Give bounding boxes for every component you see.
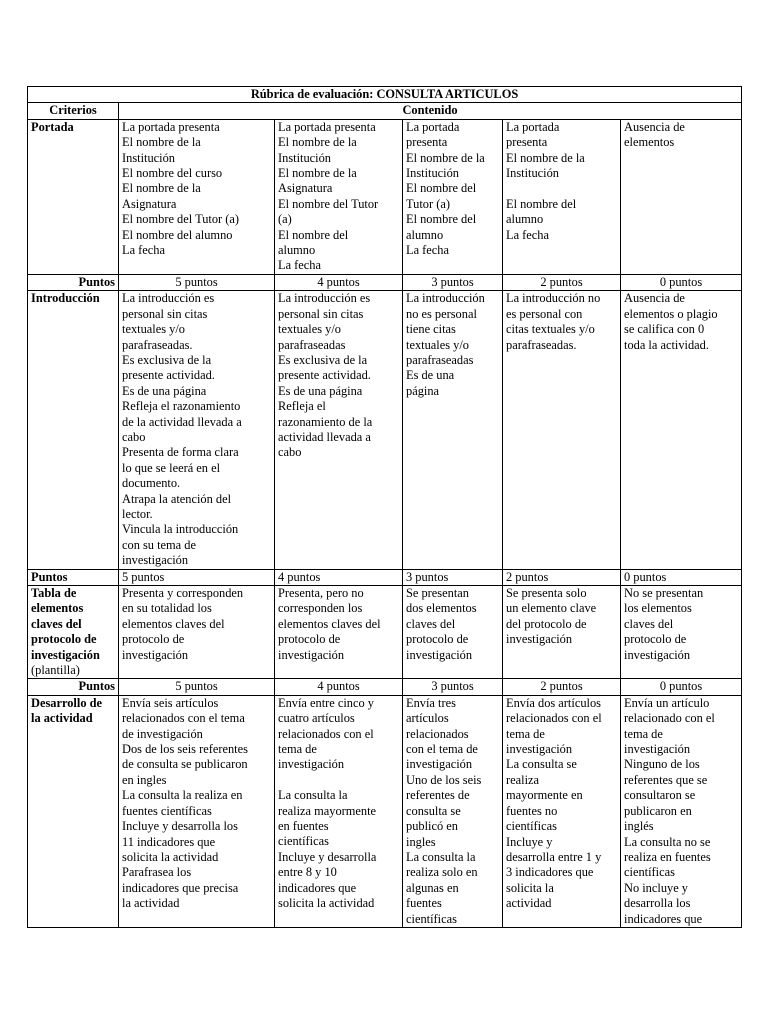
cell-line: parafraseadas. <box>506 337 577 352</box>
cell-line: Desarrollo de <box>31 695 103 710</box>
points-value: 3 puntos <box>403 679 503 695</box>
cell-line: elementos o plagio <box>624 306 718 321</box>
points-value: 4 puntos <box>275 679 403 695</box>
cell-line: desarrolla los <box>624 896 691 911</box>
cell-line: Incluye y <box>506 834 553 849</box>
points-value: 0 puntos <box>621 569 742 585</box>
cell-line: El nombre de la <box>278 166 357 181</box>
cell-line: de consulta se publicaron <box>122 757 248 772</box>
cell-line: realiza <box>506 772 540 787</box>
cell-line: Presenta de forma clara <box>122 445 239 460</box>
cell-line: investigación <box>406 757 473 772</box>
cell-line: Envía seis artículos <box>122 695 219 710</box>
cell-line: lector. <box>122 506 153 521</box>
cell-line: (a) <box>278 212 292 227</box>
cell-line: investigación <box>406 647 473 662</box>
level-cell <box>275 695 403 927</box>
cell-line: solicita la actividad <box>278 896 375 911</box>
cell-line: protocolo de <box>406 632 469 647</box>
cell-line: La consulta no se <box>624 834 711 849</box>
cell-line: protocolo de <box>624 632 687 647</box>
criterion-row <box>28 586 742 679</box>
cell-line: consulta se <box>406 803 461 818</box>
cell-line: Asignatura <box>278 181 333 196</box>
cell-line: Ausencia de <box>624 291 685 306</box>
cell-line <box>278 773 399 788</box>
cell-line: investigación <box>278 757 345 772</box>
cell-line: alumno <box>506 212 544 227</box>
points-value: 0 puntos <box>621 679 742 695</box>
criterion-label: Portada <box>31 119 74 134</box>
cell-line: El nombre del <box>278 227 349 242</box>
cell-line: realiza en fuentes <box>624 849 711 864</box>
points-label: Puntos <box>28 569 119 585</box>
cell-line: toda la actividad. <box>624 337 709 352</box>
points-value: 0 puntos <box>621 274 742 290</box>
cell-line: La introducción <box>406 291 485 306</box>
cell-line: indicadores que <box>278 880 357 895</box>
cell-line: 3 indicadores que <box>506 865 594 880</box>
cell-line: Es de una página <box>278 383 363 398</box>
cell-line: investigación <box>122 647 189 662</box>
cell-line: elementos <box>624 135 675 150</box>
level-cell <box>119 119 275 274</box>
points-label: Puntos <box>28 679 119 695</box>
cell-line: El nombre del <box>406 181 477 196</box>
points-value: 5 puntos <box>119 569 275 585</box>
cell-line: presenta <box>506 135 548 150</box>
cell-line: El nombre de la <box>122 135 201 150</box>
cell-line: El nombre del alumno <box>122 227 233 242</box>
cell-line: investigación <box>506 742 573 757</box>
header-criterios: Criterios <box>28 103 119 119</box>
cell-line: actividad <box>506 896 552 911</box>
cell-line: con el tema de <box>406 742 478 757</box>
cell-line: Ninguno de los <box>624 757 700 772</box>
cell-line: consultaron se <box>624 788 696 803</box>
cell-line: mayormente en <box>506 788 583 803</box>
cell-line: científicas <box>406 911 457 926</box>
cell-line: La consulta la realiza en <box>122 788 243 803</box>
cell-line: investigación <box>278 647 345 662</box>
cell-line: realiza mayormente <box>278 803 377 818</box>
cell-line: El nombre del curso <box>122 166 223 181</box>
level-cell <box>503 695 621 927</box>
header-contenido: Contenido <box>119 103 742 119</box>
points-value: 2 puntos <box>503 679 621 695</box>
cell-line: del protocolo de <box>506 616 587 631</box>
cell-line: textuales y/o <box>278 322 341 337</box>
cell-line: El nombre de la <box>278 135 357 150</box>
cell-line: Vincula la introducción <box>122 522 239 537</box>
rubric-table <box>27 86 742 928</box>
cell-line: ingles <box>406 834 436 849</box>
cell-line: citas textuales y/o <box>506 322 595 337</box>
cell-line: elementos <box>31 601 84 616</box>
cell-line: corresponden los <box>278 601 363 616</box>
points-value: 4 puntos <box>275 569 403 585</box>
cell-line: protocolo de <box>278 632 341 647</box>
level-cell <box>403 119 503 274</box>
cell-line: razonamiento de la <box>278 414 373 429</box>
cell-line: en su totalidad los <box>122 601 212 616</box>
cell-line: relacionados con el <box>278 726 374 741</box>
criterion-row <box>28 119 742 274</box>
points-value: 2 puntos <box>503 274 621 290</box>
cell-line: claves del <box>624 616 674 631</box>
cell-line: El nombre de la <box>406 150 485 165</box>
cell-line: cabo <box>278 445 302 460</box>
points-value: 5 puntos <box>119 274 275 290</box>
cell-line: indicadores que precisa <box>122 880 239 895</box>
cell-line: protocolo de <box>31 632 97 647</box>
cell-line: Ausencia de <box>624 119 685 134</box>
cell-line: La portada <box>406 119 460 134</box>
cell-line: La introducción es <box>122 291 215 306</box>
cell-line: presenta <box>406 135 448 150</box>
cell-line: indicadores que <box>624 911 703 926</box>
cell-line: parafraseadas <box>278 337 346 352</box>
cell-line: publicó en <box>406 819 458 834</box>
cell-line: fuentes no <box>506 803 558 818</box>
cell-line: en fuentes <box>278 819 329 834</box>
cell-line: no es personal <box>406 306 477 321</box>
cell-line: alumno <box>278 243 316 258</box>
cell-line: artículos <box>406 711 449 726</box>
cell-line: solicita la actividad <box>122 849 219 864</box>
criterion-label: Introducción <box>31 291 100 306</box>
cell-line: El nombre del Tutor (a) <box>122 212 240 227</box>
cell-line: elementos claves del <box>122 616 225 631</box>
cell-line: tiene citas <box>406 322 456 337</box>
level-cell <box>275 291 403 569</box>
cell-line: Dos de los seis referentes <box>122 742 248 757</box>
cell-line: se califica con 0 <box>624 322 705 337</box>
level-cell <box>621 586 742 679</box>
cell-line: Institución <box>406 166 459 181</box>
cell-line: Refleja el razonamiento <box>122 399 241 414</box>
cell-line: Se presentan <box>406 586 469 600</box>
cell-line: 11 indicadores que <box>122 834 216 849</box>
criterion-note: (plantilla) <box>31 663 80 678</box>
cell-line: presente actividad. <box>122 368 215 383</box>
cell-line: Se presenta solo <box>506 586 587 600</box>
cell-line: Refleja el <box>278 399 326 414</box>
cell-line <box>506 181 617 196</box>
cell-line: Incluye y desarrolla <box>278 849 377 864</box>
cell-line: Envía un artículo <box>624 695 710 710</box>
criterion-cell <box>28 695 119 927</box>
points-value: 3 puntos <box>403 274 503 290</box>
level-cell <box>621 291 742 569</box>
cell-line: dos elementos <box>406 601 477 616</box>
cell-line: La fecha <box>406 243 449 258</box>
level-cell <box>403 291 503 569</box>
cell-line: textuales y/o <box>406 337 469 352</box>
cell-line: La introducción no <box>506 291 601 306</box>
cell-line: referentes que se <box>624 772 708 787</box>
cell-line: Envía dos artículos <box>506 695 601 710</box>
cell-line: Es exclusiva de la <box>122 352 212 367</box>
points-row <box>28 569 742 585</box>
level-cell <box>119 586 275 679</box>
cell-line: La consulta la <box>278 788 348 803</box>
cell-line: cuatro artículos <box>278 711 355 726</box>
points-row <box>28 274 742 290</box>
level-cell <box>403 586 503 679</box>
cell-line: Tutor (a) <box>406 196 450 211</box>
cell-line: Uno de los seis <box>406 772 482 787</box>
points-value: 3 puntos <box>403 569 503 585</box>
document-page <box>27 86 741 928</box>
cell-line: elementos claves del <box>278 616 381 631</box>
cell-line: documento. <box>122 476 181 491</box>
level-cell <box>621 119 742 274</box>
cell-line: de la actividad llevada a <box>122 414 242 429</box>
level-cell <box>275 586 403 679</box>
cell-line: referentes de <box>406 788 470 803</box>
points-value: 2 puntos <box>503 569 621 585</box>
cell-line: La portada <box>506 119 560 134</box>
points-value: 5 puntos <box>119 679 275 695</box>
cell-line: en ingles <box>122 772 167 787</box>
cell-line: investigación <box>624 647 691 662</box>
cell-line: alumno <box>406 227 444 242</box>
cell-line: relacionados con el <box>506 711 602 726</box>
cell-line: actividad llevada a <box>278 429 371 444</box>
cell-line: Institución <box>506 166 559 181</box>
cell-line: La consulta la <box>406 849 476 864</box>
cell-line: Parafrasea los <box>122 865 192 880</box>
cell-line: El nombre del Tutor <box>278 196 379 211</box>
points-value: 4 puntos <box>275 274 403 290</box>
cell-line: textuales y/o <box>122 322 185 337</box>
cell-line: desarrolla entre 1 y <box>506 849 602 864</box>
points-row <box>28 679 742 695</box>
cell-line: El nombre del <box>506 196 577 211</box>
cell-line: presente actividad. <box>278 368 371 383</box>
cell-line: publicaron en <box>624 803 692 818</box>
cell-line: tema de <box>506 726 545 741</box>
level-cell <box>503 291 621 569</box>
cell-line: Es de una página <box>122 383 207 398</box>
cell-line: investigación <box>122 553 189 568</box>
cell-line: La portada presenta <box>122 119 220 134</box>
cell-line: algunas en <box>406 880 459 895</box>
cell-line: solicita la <box>506 880 554 895</box>
cell-line: Presenta y corresponden <box>122 586 244 600</box>
cell-line: lo que se leerá en el <box>122 460 221 475</box>
cell-line: personal sin citas <box>278 306 364 321</box>
cell-line: La fecha <box>506 227 549 242</box>
cell-line: Institución <box>122 150 175 165</box>
cell-line: fuentes científicas <box>122 803 212 818</box>
level-cell <box>119 291 275 569</box>
cell-line: La fecha <box>122 243 165 258</box>
cell-line: es personal con <box>506 306 583 321</box>
criterion-row <box>28 695 742 927</box>
criterion-cell <box>28 119 119 274</box>
cell-line: La portada presenta <box>278 119 376 134</box>
cell-line: Envía tres <box>406 695 456 710</box>
cell-line: No se presentan <box>624 586 704 600</box>
cell-line: protocolo de <box>122 632 185 647</box>
cell-line: los elementos <box>624 601 692 616</box>
cell-line: investigación <box>624 742 691 757</box>
cell-line: parafraseadas <box>406 352 474 367</box>
header-row <box>28 103 742 119</box>
cell-line: cabo <box>122 429 146 444</box>
cell-line: Presenta, pero no <box>278 586 364 600</box>
cell-line: la actividad <box>122 896 180 911</box>
cell-line: El nombre de la <box>122 181 201 196</box>
cell-line: relacionados con el tema <box>122 711 245 726</box>
cell-line: Envía entre cinco y <box>278 695 374 710</box>
level-cell <box>119 695 275 927</box>
cell-line: fuentes <box>406 896 442 911</box>
cell-line: No incluye y <box>624 880 689 895</box>
cell-line: La fecha <box>278 258 321 273</box>
cell-line: Asignatura <box>122 196 177 211</box>
cell-line: claves del <box>31 616 82 631</box>
criterion-cell <box>28 291 119 569</box>
cell-line: Tabla de <box>31 586 77 600</box>
cell-line: El nombre de la <box>506 150 585 165</box>
level-cell <box>503 119 621 274</box>
level-cell <box>503 586 621 679</box>
cell-line: un elemento clave <box>506 601 597 616</box>
level-cell <box>275 119 403 274</box>
cell-line: parafraseadas. <box>122 337 193 352</box>
criterion-row <box>28 291 742 569</box>
cell-line: relacionado con el <box>624 711 715 726</box>
level-cell <box>403 695 503 927</box>
cell-line: realiza solo en <box>406 865 478 880</box>
level-cell <box>621 695 742 927</box>
cell-line: La consulta se <box>506 757 577 772</box>
cell-line: Es de una <box>406 368 455 383</box>
cell-line: tema de <box>278 742 317 757</box>
cell-line: científicas <box>624 865 675 880</box>
cell-line: relacionados <box>406 726 469 741</box>
cell-line: Institución <box>278 150 331 165</box>
cell-line: Es exclusiva de la <box>278 352 368 367</box>
cell-line: La introducción es <box>278 291 371 306</box>
table-title: Rúbrica de evaluación: CONSULTA ARTICULOS <box>28 87 742 103</box>
cell-line: con su tema de <box>122 537 196 552</box>
cell-line: página <box>406 383 440 398</box>
cell-line: claves del <box>406 616 456 631</box>
criterion-cell <box>28 586 119 679</box>
cell-line: Atrapa la atención del <box>122 491 232 506</box>
cell-line: entre 8 y 10 <box>278 865 337 880</box>
cell-line: investigación <box>506 632 573 647</box>
cell-line: personal sin citas <box>122 306 208 321</box>
cell-line: científicas <box>506 819 557 834</box>
cell-line: científicas <box>278 834 329 849</box>
cell-line: la actividad <box>31 711 93 726</box>
cell-line: investigación <box>31 647 100 662</box>
points-label: Puntos <box>28 274 119 290</box>
cell-line: tema de <box>624 726 663 741</box>
cell-line: Incluye y desarrolla los <box>122 819 238 834</box>
cell-line: inglés <box>624 819 654 834</box>
title-row <box>28 87 742 103</box>
cell-line: de investigación <box>122 726 203 741</box>
cell-line: El nombre del <box>406 212 477 227</box>
